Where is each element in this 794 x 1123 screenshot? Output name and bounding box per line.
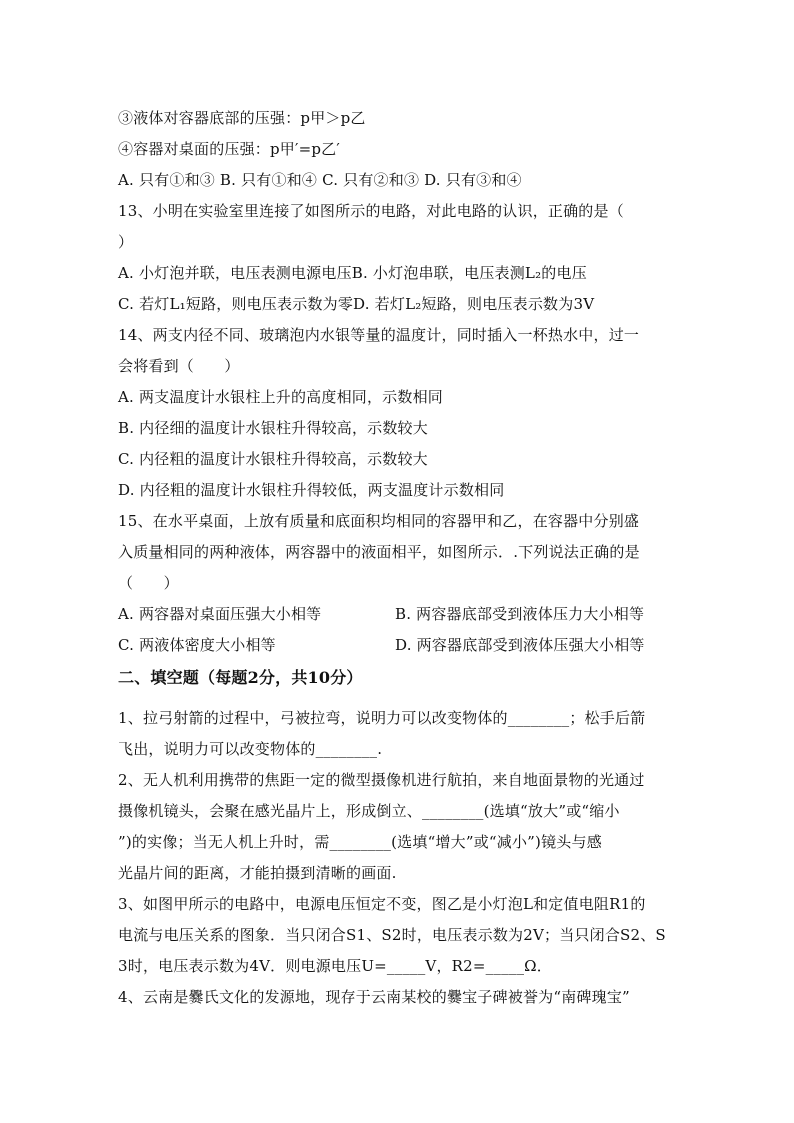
q14-option-a: A. 两支温度计水银柱上升的高度相同，示数相同	[118, 388, 443, 406]
q15-option-c: C. 两液体密度大小相等	[118, 636, 276, 654]
q15-option-d: D. 两容器底部受到液体压强大小相等	[395, 636, 645, 654]
fill-q1: 1、拉弓射箭的过程中，弓被拉弯，说明力可以改变物体的________；松手后箭	[118, 709, 646, 727]
fill-q2-cont-3: 光晶片间的距离，才能拍摄到清晰的画面.	[118, 864, 397, 882]
q13-options-ab: A. 小灯泡并联，电压表测电源电压B. 小灯泡串联，电压表测L₂的电压	[118, 264, 587, 282]
q13-stem: 13、小明在实验室里连接了如图所示的电路，对此电路的认识，正确的是（	[118, 202, 624, 220]
fill-q2-cont-2: ”)的实像；当无人机上升时，需________(选填“增大”或“减小”)镜头与感	[118, 833, 602, 851]
q13-options-cd: C. 若灯L₁短路，则电压表示数为零D. 若灯L₂短路，则电压表示数为3V	[118, 295, 595, 313]
fill-q3: 3、如图甲所示的电路中，电源电压恒定不变，图乙是小灯泡L和定值电阻R1的	[118, 895, 646, 913]
fill-q1-cont: 飞出，说明力可以改变物体的________.	[118, 740, 383, 758]
fill-q3-cont-2: 3时，电压表示数为4V．则电源电压U=_____V，R2=_____Ω．	[118, 957, 553, 975]
q14-option-c: C. 内径粗的温度计水银柱升得较高，示数较大	[118, 450, 428, 468]
q15-options-ab	[118, 604, 678, 624]
q14-stem-cont: 会将看到（ ）	[118, 357, 240, 375]
statement-3: ③液体对容器底部的压强：p甲＞p乙	[118, 109, 366, 127]
q15-options-cd	[118, 635, 678, 655]
q15-option-b: B. 两容器底部受到液体压力大小相等	[395, 605, 645, 623]
q14-option-b: B. 内径细的温度计水银柱升得较高，示数较大	[118, 419, 428, 437]
q13-stem-cont: ）	[118, 233, 134, 251]
fill-q3-cont-1: 电流与电压关系的图象．当只闭合S1、S2时，电压表示数为2V；当只闭合S2、S	[118, 926, 666, 944]
q15-option-a: A. 两容器对桌面压强大小相等	[118, 605, 322, 623]
q15-stem: 15、在水平桌面，上放有质量和底面积均相同的容器甲和乙，在容器中分别盛	[118, 512, 640, 530]
fill-q4: 4、云南是爨氏文化的发源地，现存于云南某校的爨宝子碑被誉为“南碑瑰宝”	[118, 988, 630, 1006]
statement-4: ④容器对桌面的压强：p甲′=p乙′	[118, 140, 340, 158]
fill-q2-cont-1: 摄像机镜头，会聚在感光晶片上，形成倒立、________(选填“放大”或“缩小	[118, 802, 620, 820]
q14-stem: 14、两支内径不同、玻璃泡内水银等量的温度计，同时插入一杯热水中，过一	[118, 326, 640, 344]
q15-stem-paren: （ ）	[118, 574, 179, 592]
section-heading: 二、填空题（每题2分，共10分）	[118, 668, 363, 687]
q15-stem-cont: 入质量相同的两种液体，两容器中的液面相平，如图所示．.下列说法正确的是	[118, 543, 640, 561]
q14-option-d: D. 内径粗的温度计水银柱升得较低，两支温度计示数相同	[118, 481, 505, 499]
q12-options: A. 只有①和③ B. 只有①和④ C. 只有②和③ D. 只有③和④	[118, 171, 522, 189]
fill-q2: 2、无人机利用携带的焦距一定的微型摄像机进行航拍，来自地面景物的光通过	[118, 771, 645, 789]
